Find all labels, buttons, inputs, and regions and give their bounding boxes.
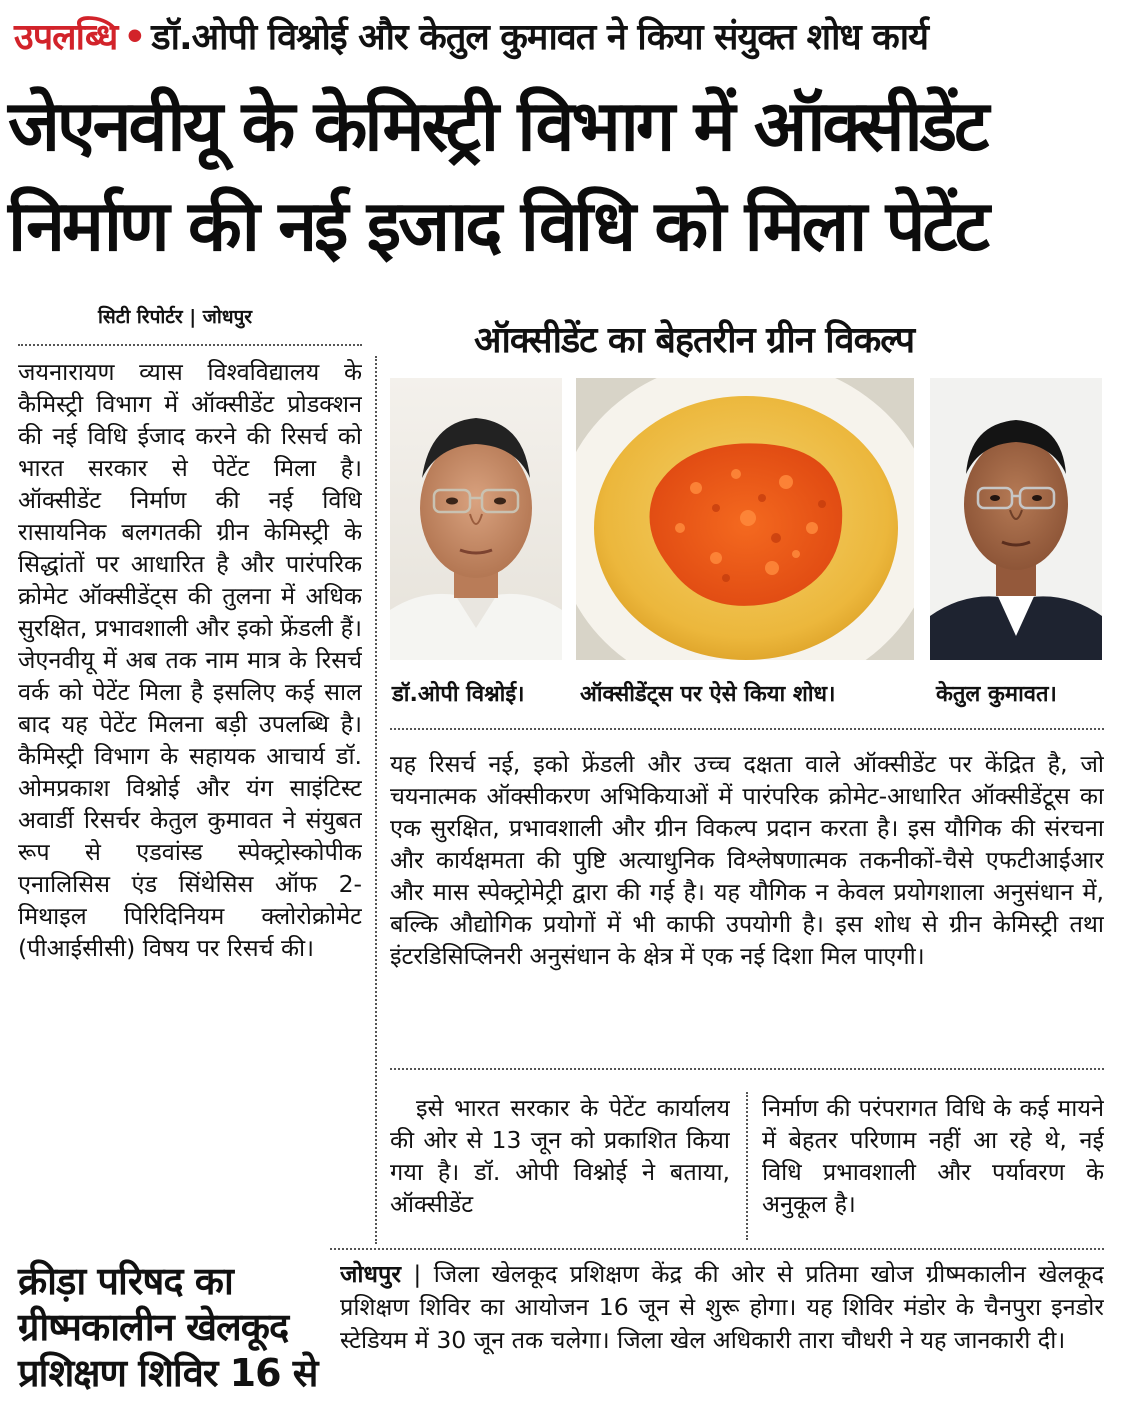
kicker-line — [14, 8, 1114, 68]
headline — [8, 78, 1118, 278]
portrait-ketul-kumawat — [930, 378, 1102, 660]
caption-divider — [390, 728, 1104, 730]
body-column-b: निर्माण की परंपरागत विधि के कई मायने में बेहतर परिणाम नहीं आ रहे थे, नई विधि प्रभावशाली और पर्यावरण के अनुकूल है। — [762, 1094, 1104, 1218]
photo-subhead: ऑक्सीडेंट का बेहतरीन ग्रीन विकल्प — [474, 320, 915, 361]
brief-body — [340, 1258, 1104, 1394]
caption-op-vishnoi: डॉ.ओपी विश्नोई। — [392, 682, 525, 707]
headline-line-1: जेएनवीयू के केमिस्ट्री विभाग में ऑक्सीडेंट — [8, 85, 987, 167]
portrait-op-vishnoi-image — [390, 378, 562, 660]
kicker-label: उपलब्धि — [14, 17, 118, 58]
caption-oxidant-research: ऑक्सीडेंट्स पर ऐसे किया शोध। — [580, 682, 836, 707]
middle-divider — [390, 1068, 1104, 1070]
brief-headline: क्रीड़ा परिषद का ग्रीष्मकालीन खेलकूद प्रशिक्षण शिविर 16 से — [18, 1259, 318, 1395]
kicker-bullet: • — [123, 17, 146, 58]
byline: सिटी रिपोर्टर | जोधपुर — [98, 306, 253, 328]
headline-line-2: निर्माण की नई इजाद विधि को मिला पेटेंट — [8, 185, 987, 267]
brief-divider — [330, 1248, 1104, 1250]
column-divider — [375, 356, 377, 1244]
subcolumn-divider — [746, 1092, 748, 1240]
kicker-text: डॉ.ओपी विश्नोई और केतुल कुमावत ने किया संयुक्त शोध कार्य — [151, 17, 928, 58]
caption-ketul-kumawat: केतुल कुमावत। — [936, 682, 1057, 707]
body-middle-block: यह रिसर्च नई, इको फ्रेंडली और उच्च दक्षता वाले ऑक्सीडेंट पर केंद्रित है, जो चयनात्मक ऑक्सीकरण अभिकियाओं में पारंपरिक क्रोमेट-आधारित ऑक्सीडेंटूस का एक सुरक्षित, प्रभावशाली और ग्रीन विकल्प प्रदान करता है। इस यौगिक की संरचना और कार्यक्षमता की पुष्टि अत्याधुनिक विश्लेषणात्मक तकनीकों-चैसे एफटीआईआर और मास स्पेक्ट्रोमेट्री द्वारा की गई है। यह यौगिक न केवल प्रयोगशाला अनुसंधान में, बल्कि औद्योगिक प्रयोगों में भी काफी उपयोगी है। इस शोध से ग्रीन केमिस्ट्री तथा इंटरडिसिप्लिनरी अनुसंधान के क्षेत्र में एक नई दिशा मिल पाएगी। — [390, 750, 1104, 970]
portrait-op-vishnoi — [390, 378, 562, 660]
body-column-a: इसे भारत सरकार के पेटेंट कार्यालय की ओर से 13 जून को प्रकाशित किया गया है। डॉ. ओपी विश्नोई ने बताया, ऑक्सीडेंट — [390, 1094, 730, 1218]
portrait-ketul-kumawat-image — [930, 378, 1102, 660]
byline-divider — [18, 344, 362, 346]
oxidant-sample-photo — [576, 378, 914, 660]
brief-separator: | — [400, 1260, 434, 1288]
body-left-column: जयनारायण व्यास विश्वविद्यालय के कैमिस्ट्री विभाग में ऑक्सीडेंट प्रोडक्शन की नई विधि ईजाद करने की रिसर्च को भारत सरकार से पेटेंट मिला है। ऑक्सीडेंट निर्माण की नई विधि रासायनिक बलगतकी ग्रीन केमिस्ट्री के सिद्धांतों पर आधारित है और पारंपरिक क्रोमेट ऑक्सीडेंट्स की तुलना में अधिक सुरक्षित, प्रभावशाली और इको फ्रेंडली हैं। जेएनवीयू में अब तक नाम मात्र के रिसर्च वर्क को पेटेंट मिला है इसलिए कई साल बाद यह पेटेंट मिलना बड़ी उपलब्धि है। कैमिस्ट्री विभाग के सहायक आचार्य डॉ. ओमप्रकाश विश्नोई और यंग साइंटिस्ट अवार्डी रिसर्चर केतुल कुमावत ने संयुबत रूप से एडवांस्ड स्पेक्ट्रोस्कोपीक एनालिसिस एंड सिंथेसिस ऑफ 2- मिथाइल पिरिदिनियम क्लोरोक्रोमेट (पीआईसीसी) विषय पर रिसर्च की। — [18, 358, 362, 962]
oxidant-sample-image — [576, 378, 914, 660]
brief-place: जोधपुर — [340, 1260, 401, 1288]
brief-text: जिला खेलकूद प्रशिक्षण केंद्र की ओर से प्रतिमा खोज ग्रीष्मकालीन खेलकूद प्रशिक्षण शिविर का आयोजन 16 जून से शुरू होगा। यह शिविर मंडोर के चैनपुरा इनडोर स्टेडियम में 30 जून तक चलेगा। जिला खेल अधिकारी तारा चौधरी ने यह जानकारी दी। — [340, 1260, 1104, 1354]
